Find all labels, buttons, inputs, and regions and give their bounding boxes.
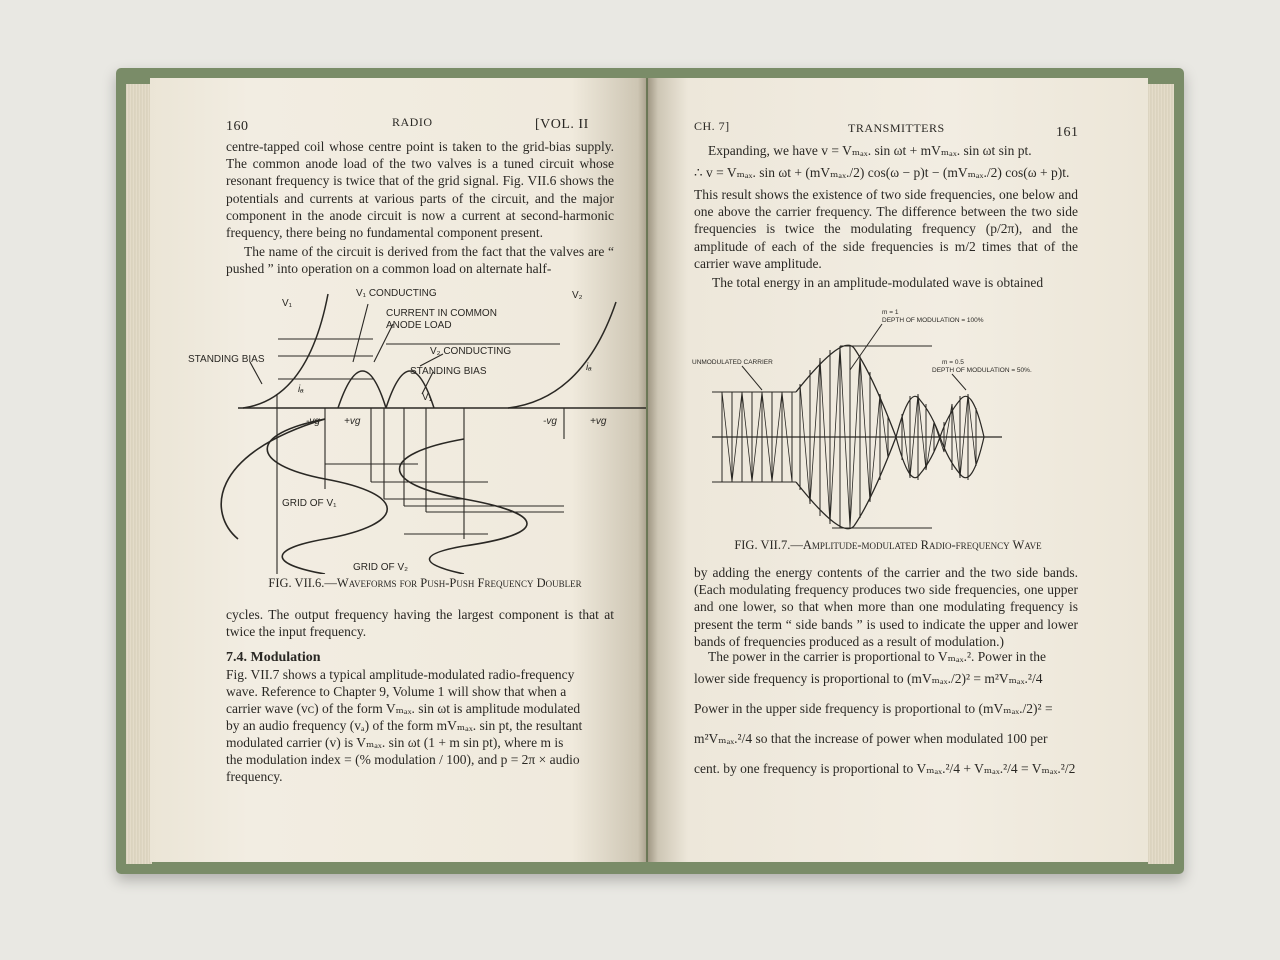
label-standing-bias-left: STANDING BIAS [188, 354, 265, 365]
right-paragraph-3: by adding the energy contents of the carrier and the two side bands. (Each modulating frequency produces two side frequencies, one upper and one lower, so that when more than one modulating frequency is present the term “ side bands ” is used to indicate the upper and lower bands of frequencies produced as a result of modulation.) [694, 565, 1078, 649]
right-sidebands-text [694, 564, 1078, 650]
mod-line-6: the modulation index = (% modulation / 100), and p = 2π × audio [226, 752, 580, 767]
right-paragraph-1: This result shows the existence of two side frequencies, one below and one above the carrier frequency. The difference between the two side frequencies is twice the modulating frequency (p/2π), and the amplitude of each of the side frequencies is m/2 times that of the carrier wave amplitude. [694, 187, 1078, 271]
left-running-title: RADIO [392, 115, 433, 129]
left-paragraph-1: centre-tapped coil whose centre point is taken to the grid-bias supply. The common anode load of the two valves is a tuned circuit whose resonant frequency is twice that of the grid signal. Fig. VII.6 shows the potentials and currents at various parts of the circuit, and the major component in the anode circuit is now a current at second-harmonic frequency, there being no fundamental component present. [226, 139, 614, 241]
power-line-4: m²Vₘₐₓ.²/4 so that the increase of power when modulated 100 per [694, 731, 1048, 746]
equation-line-1: Expanding, we have v = Vₘₐₓ. sin ωt + mVₘₐₓ. sin ωt sin pt. [708, 143, 1032, 158]
label-unmodulated-carrier: UNMODULATED CARRIER [692, 359, 773, 366]
label-v1-conducting: V₁ CONDUCTING [356, 288, 437, 299]
page-edges-right [1148, 84, 1174, 864]
right-intro-text [694, 186, 1078, 291]
power-line-2: lower side frequency is proportional to (mVₘₐₓ./2)² = m²Vₘₐₓ.²/4 [694, 671, 1043, 686]
power-line-3: Power in the upper side frequency is proportional to (mVₘₐₓ./2)² = [694, 701, 1053, 716]
left-volume-label: [VOL. II [535, 117, 589, 132]
left-paragraph-2: The name of the circuit is derived from the fact that the valves are “ pushed ” into operation on a common load on alternate half- [226, 244, 614, 277]
label-depth-100: DEPTH OF MODULATION = 100% [882, 317, 984, 324]
left-page-number: 160 [226, 119, 249, 134]
label-v1: V₁ [282, 298, 293, 309]
equation-line-2: ∴ v = Vₘₐₓ. sin ωt + (mVₘₐₓ./2) cos(ω − p)t − (mVₘₐₓ./2) cos(ω + p)t. [694, 165, 1070, 180]
mod-line-7: frequency. [226, 769, 283, 784]
label-v2: V₂ [572, 290, 583, 301]
right-page-number: 161 [1056, 125, 1079, 140]
right-page [648, 78, 1148, 862]
label-pos-vg-1: +vg [344, 416, 361, 427]
label-neg-vg-2: -vg [543, 416, 557, 427]
mod-line-1: Fig. VII.7 shows a typical amplitude-modulated radio-frequency [226, 667, 575, 682]
label-ia-left: iₐ [298, 384, 304, 395]
mod-line-5: modulated carrier (v) is Vₘₐₓ. sin ωt (1 + m sin pt), where m is [226, 735, 564, 750]
label-ia-right: iₐ [586, 362, 592, 373]
mod-line-3: carrier wave (vᴄ) of the form Vₘₐₓ. sin ωt is amplitude modulated [226, 701, 581, 716]
left-page [150, 78, 646, 862]
figure-vii-7-diagram [682, 304, 1122, 530]
left-intro-text [226, 138, 614, 278]
mod-line-2: wave. Reference to Chapter 9, Volume 1 will show that when a [226, 684, 567, 699]
label-m-equals-1: m = 1 [882, 309, 899, 316]
label-current-in-common: CURRENT IN COMMON [386, 308, 497, 319]
label-v2-conducting: V₂ CONDUCTING [430, 346, 512, 357]
label-neg-vg-1: -vg [306, 416, 320, 427]
label-m-equals-0-5: m = 0.5 [942, 359, 964, 366]
book-gutter [638, 78, 658, 862]
figure-vii-7-caption: FIG. VII.7.—Amplitude-modulated Radio-frequency Wave [734, 538, 1042, 552]
right-running-title: TRANSMITTERS [848, 121, 945, 135]
label-pos-vg-2: +vg [590, 416, 607, 427]
mod-line-4: by an audio frequency (vₐ) of the form mVₘₐₓ. sin pt, the resultant [226, 718, 583, 733]
figure-vii-6-caption: FIG. VII.6.—Waveforms for Push-Push Frequency Doubler [268, 576, 582, 590]
section-heading-modulation: 7.4. Modulation [226, 650, 321, 665]
label-grid-of-v1: GRID OF V₁ [282, 498, 337, 509]
left-paragraph-3: cycles. The output frequency having the largest component is that at twice the input frequency. [226, 607, 614, 640]
label-depth-50: DEPTH OF MODULATION = 50%. [932, 367, 1032, 374]
label-grid-of-v2: GRID OF V₂ [353, 562, 408, 573]
figure-vii-6-diagram [188, 284, 646, 574]
right-paragraph-2: The total energy in an amplitude-modulated wave is obtained [712, 275, 1044, 291]
page-edges-left [126, 84, 152, 864]
label-anode-load: ANODE LOAD [386, 320, 452, 331]
power-line-1: The power in the carrier is proportional to Vₘₐₓ.². Power in the [708, 649, 1046, 664]
label-standing-bias-mid: STANDING BIAS [410, 366, 487, 377]
label-v1-mid: V₁ [422, 392, 433, 403]
power-line-5: cent. by one frequency is proportional to Vₘₐₓ.²/4 + Vₘₐₓ.²/4 = Vₘₐₓ.²/2 [694, 761, 1076, 776]
left-closing-text [226, 606, 614, 640]
right-chapter-label: CH. 7] [694, 119, 730, 133]
